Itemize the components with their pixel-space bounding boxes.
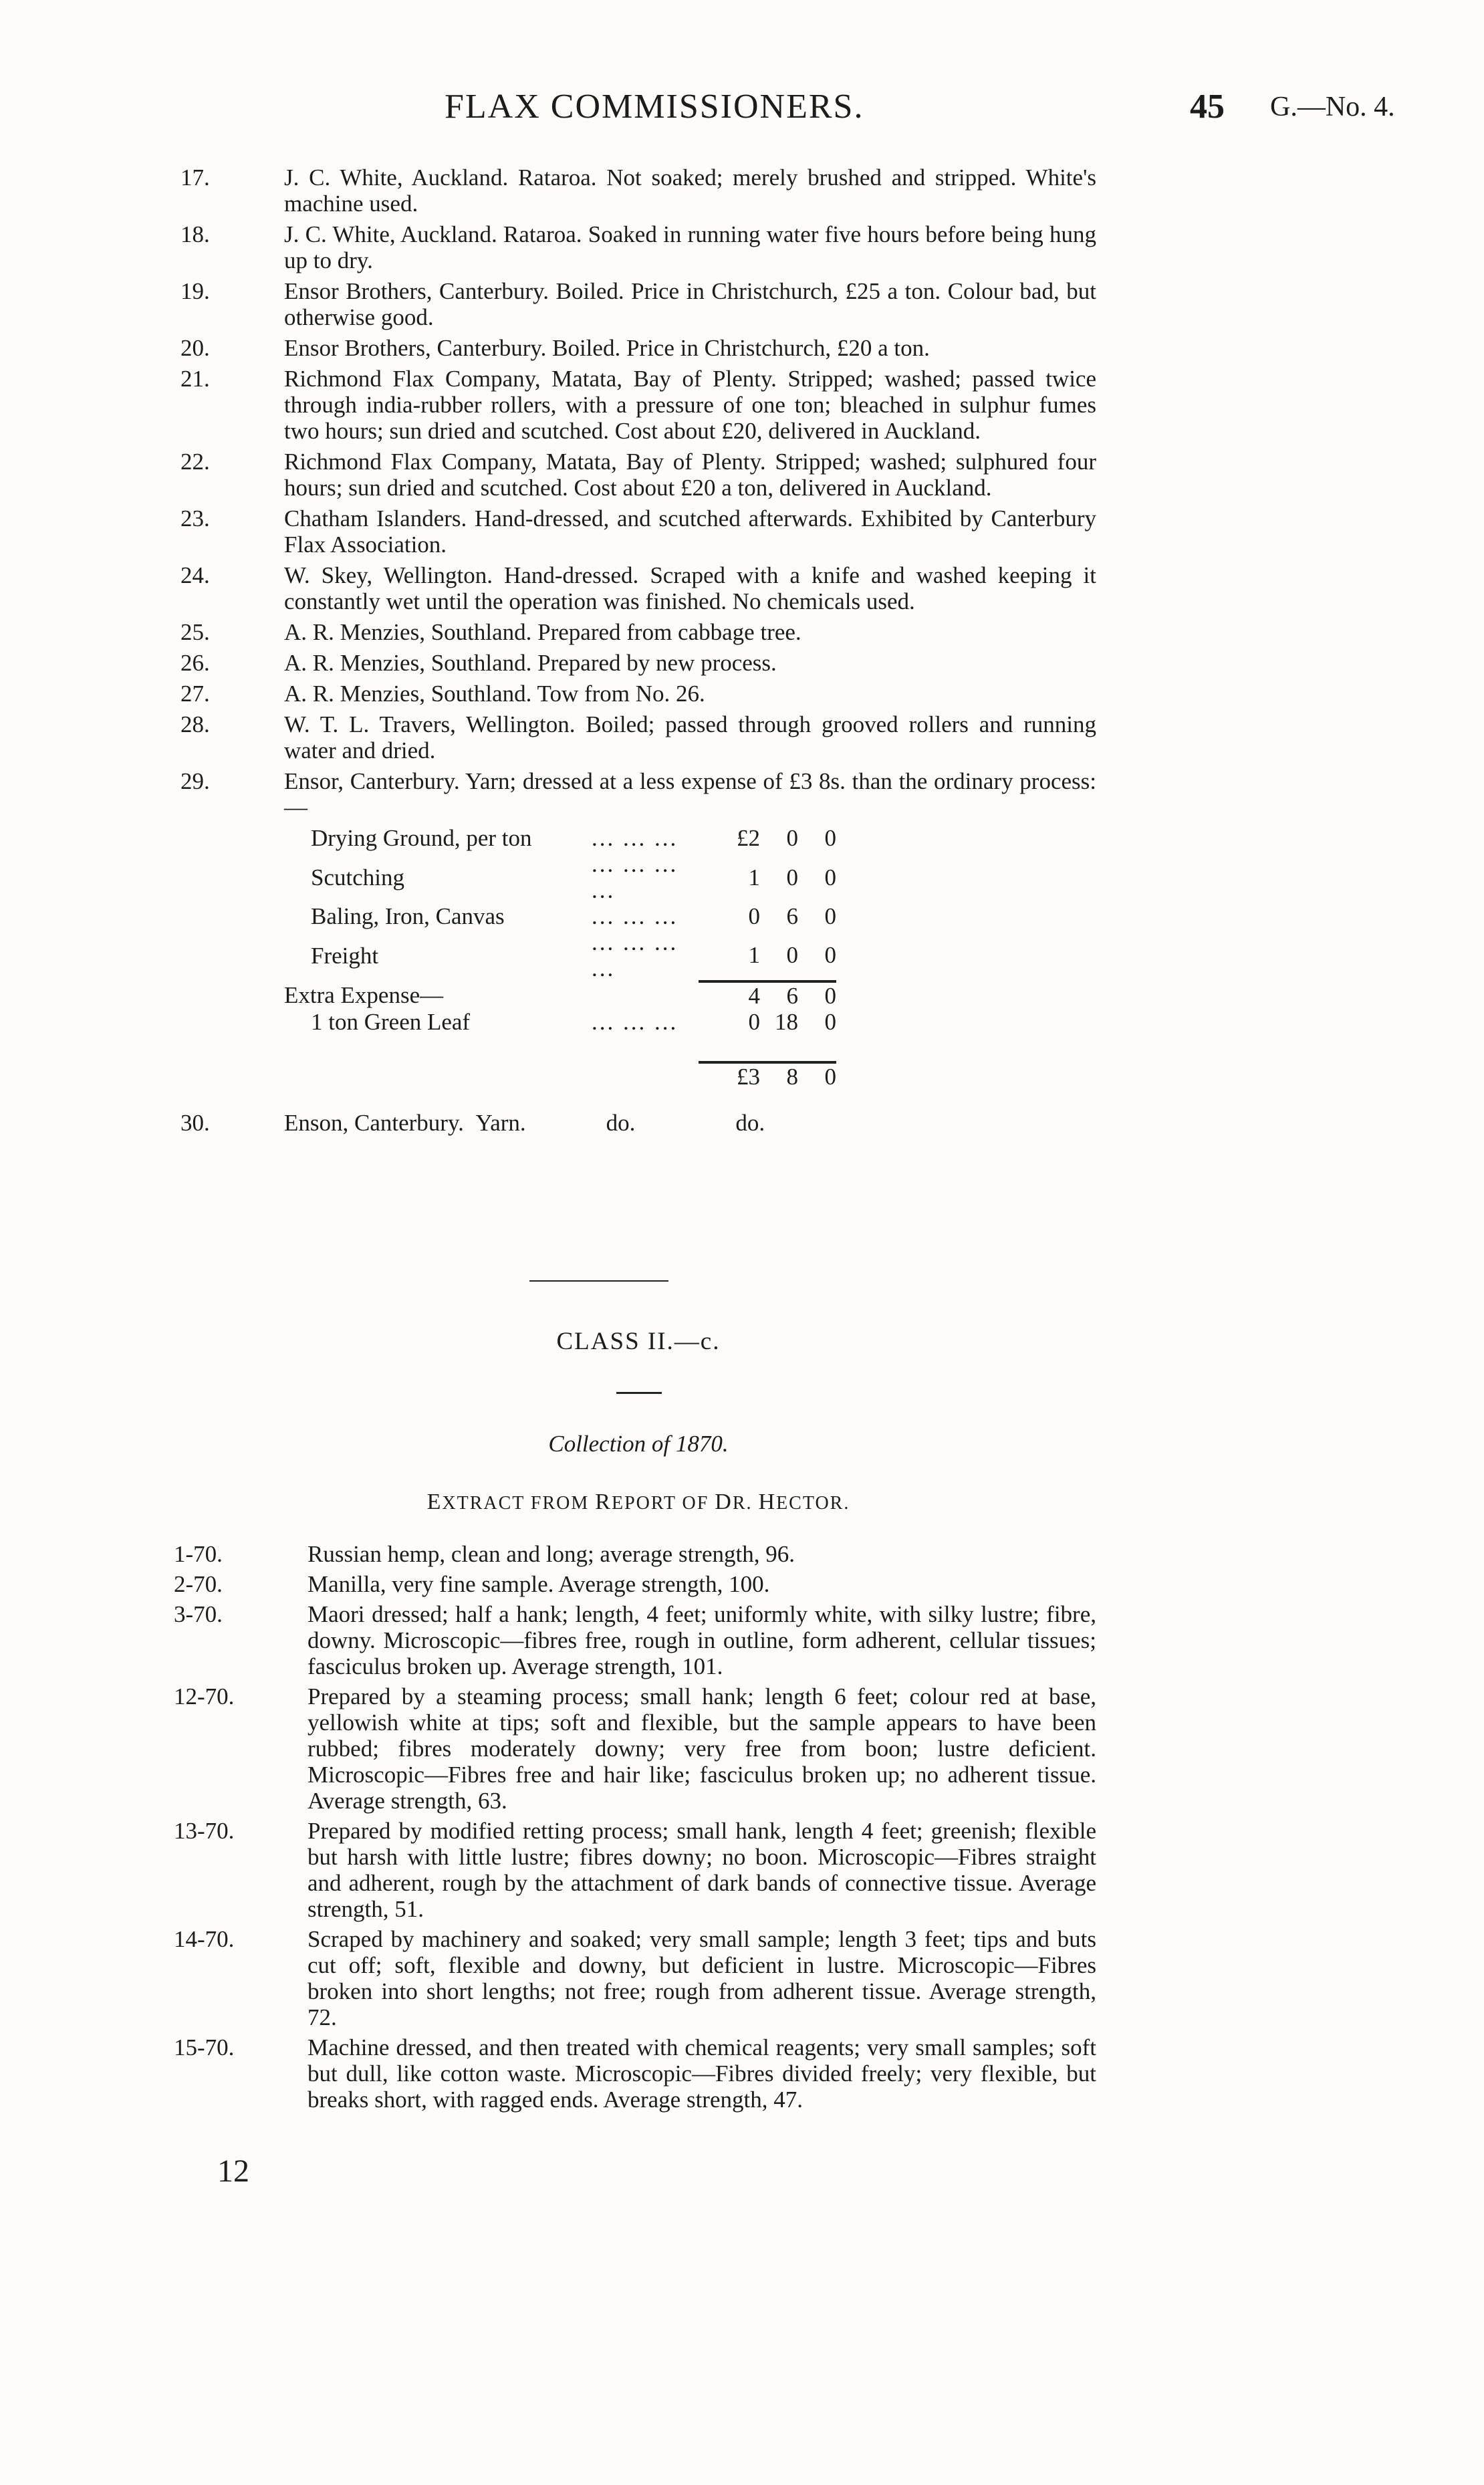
entry: 27. A. R. Menzies, Southland. Tow from No. 26. bbox=[180, 681, 705, 707]
page-number: 45 bbox=[1190, 88, 1225, 126]
short-divider bbox=[616, 1392, 662, 1394]
entry: 25. A. R. Menzies, Southland. Prepared from cabbage tree. bbox=[180, 619, 801, 645]
entry: 23. Chatham Islanders. Hand-dressed, and scutched afterwards. Exhibited by Canterbury Flax Association. bbox=[180, 505, 1096, 558]
report-entry: 3-70. Maori dressed; half a hank; length, 4 feet; uniformly white, with silky lustre; fibre, downy. Microscopic—fibres free, rough in outline, form adherent, cellular tissues; fasciculus broken up. Average strength, 101. bbox=[174, 1601, 1096, 1679]
signature-mark: 12 bbox=[217, 2153, 249, 2189]
collection-title: Collection of 1870. bbox=[548, 1431, 729, 1457]
entry: 17. J. C. White, Auckland. Rataroa. Not soaked; merely brushed and stripped. White's machine used. bbox=[180, 164, 1096, 217]
report-entry: 14-70. Scraped by machinery and soaked; very small sample; length 3 feet; tips and buts cut off; soft, flexible and downy, but deficient in lustre. Microscopic—Fibres broken into short lengths; not free; rough from adherent tissue. Average strength, 72. bbox=[174, 1926, 1096, 2030]
report-entry: 12-70. Prepared by a steaming process; small hank; length 6 feet; colour red at base, yellowish white at tips; soft and flexible, but the sample appears to have been rubbed; fibres moderately downy; very free from boon; lustre deficient. Microscopic—Fibres free and hair like; fasciculus broken up; no adherent tissue. Average strength, 63. bbox=[174, 1683, 1096, 1814]
report-entry: 13-70. Prepared by modified retting process; small hank, length 4 feet; greenish; flexible but harsh with little lustre; fibres downy; no boon. Microscopic—Fibres straight and adherent, rough by the attachment of dark bands of connective tissue. Average strength, 51. bbox=[174, 1818, 1096, 1922]
expense-row: Baling, Iron, Canvas ... ... ... 0 6 0 bbox=[311, 903, 836, 929]
expense-total: £3 8 0 bbox=[284, 1062, 836, 1090]
entry: 18. J. C. White, Auckland. Rataroa. Soaked in running water five hours before being hung up to dry. bbox=[180, 221, 1096, 273]
entry: 19. Ensor Brothers, Canterbury. Boiled. Price in Christchurch, £25 a ton. Colour bad, but otherwise good. bbox=[180, 278, 1096, 330]
expense-table bbox=[284, 825, 836, 1090]
entry: 28. W. T. L. Travers, Wellington. Boiled; passed through grooved rollers and running water and dried. bbox=[180, 711, 1096, 763]
extract-heading: EXTRACT FROM REPORT OF DR. HECTOR. bbox=[426, 1490, 850, 1514]
report-entry: 15-70. Machine dressed, and then treated with chemical reagents; very small samples; soft but dull, like cotton waste. Microscopic—Fibres divided freely; very flexible, but breaks short, with ragged ends. Average strength, 47. bbox=[174, 2034, 1096, 2113]
entry: 22. Richmond Flax Company, Matata, Bay of Plenty. Stripped; washed; sulphured four hours; sun dried and scutched. Cost about £20 a ton, delivered in Auckland. bbox=[180, 449, 1096, 501]
section-divider bbox=[529, 1280, 668, 1282]
class-title: CLASS II.—c. bbox=[556, 1328, 721, 1355]
report-entry: 2-70. Manilla, very fine sample. Average strength, 100. bbox=[174, 1571, 770, 1597]
expense-subtotal: Extra Expense— 4 6 0 bbox=[284, 982, 836, 1009]
entry: 24. W. Skey, Wellington. Hand-dressed. Scraped with a knife and washed keeping it constantly wet until the operation was finished. No chemicals used. bbox=[180, 562, 1096, 614]
entry: 26. A. R. Menzies, Southland. Prepared by new process. bbox=[180, 650, 777, 676]
expense-row: Drying Ground, per ton ... ... ... £2 0 0 bbox=[311, 825, 836, 851]
document-reference: G.—No. 4. bbox=[1270, 92, 1395, 122]
entry: 20. Ensor Brothers, Canterbury. Boiled. Price in Christchurch, £20 a ton. bbox=[180, 335, 930, 361]
report-entry: 1-70. Russian hemp, clean and long; average strength, 96. bbox=[174, 1541, 795, 1567]
entries-section bbox=[180, 164, 1096, 1141]
expense-row: 1 ton Green Leaf ... ... ... 0 18 0 bbox=[311, 1009, 836, 1035]
report-entries bbox=[174, 1541, 1096, 2117]
running-title: FLAX COMMISSIONERS. bbox=[445, 88, 864, 126]
expense-row: Freight ... ... ... ... 1 0 0 bbox=[311, 929, 836, 981]
expense-row: Scutching ... ... ... ... 1 0 0 bbox=[311, 851, 836, 903]
entry: 29. Ensor, Canterbury. Yarn; dressed at a less expense of £3 8s. than the ordinary process:— bbox=[180, 768, 1096, 820]
entry: 30. Enson, Canterbury. Yarn. do. do. bbox=[180, 1110, 765, 1136]
entry: 21. Richmond Flax Company, Matata, Bay of Plenty. Stripped; washed; passed twice through india-rubber rollers, with a pressure of one ton; bleached in sulphur fumes two hours; sun dried and scutched. Cost about £20, delivered in Auckland. bbox=[180, 366, 1096, 444]
